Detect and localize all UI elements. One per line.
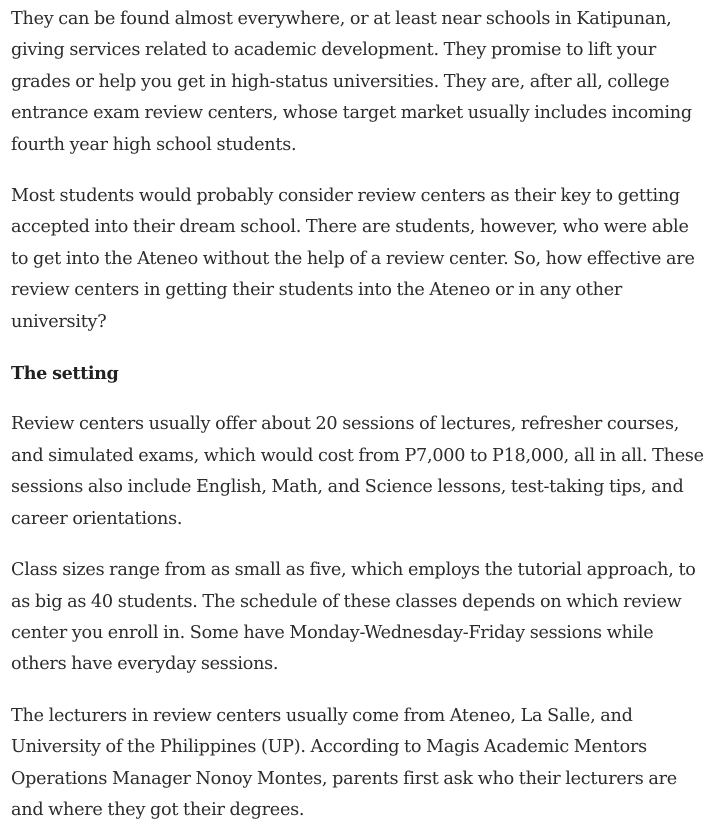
article-paragraph: Review centers usually offer about 20 sessions of lectures, refresher courses, and simulated exams, which would cost from P7,000 to P18,000, all in all. These sessions also include English, Math, and Science lessons, test-taking tips, and career orientations. bbox=[11, 414, 704, 529]
section-heading: The setting bbox=[11, 363, 119, 385]
article-paragraph: Class sizes range from as small as five, which employs the tutorial approach, to as big as 40 students. The schedule of these classes depends on which review center you enroll in. Some have Monday-Wednesday-Friday sessions while others have everyday sessions. bbox=[11, 560, 696, 675]
article-paragraph: The lecturers in review centers usually come from Ateneo, La Salle, and University of the Philippines (UP). According to Magis Academic Mentors Operations Manager Nonoy Montes, parents first ask who their lecturers are and where they got their degrees. bbox=[11, 705, 677, 820]
article-paragraph: Most students would probably consider review centers as their key to getting accepted into their dream school. There are students, however, who were able to get into the Ateneo without the help of a review center. So, how effective are review centers in getting their students into the Ateneo or in any other university? bbox=[11, 186, 695, 332]
article-paragraph: They can be found almost everywhere, or at least near schools in Katipunan, giving services related to academic development. They promise to lift your grades or help you get in high-status universities. They are, after all, college entrance exam review centers, whose target market usually includes incoming fourth year high school students. bbox=[11, 9, 692, 155]
